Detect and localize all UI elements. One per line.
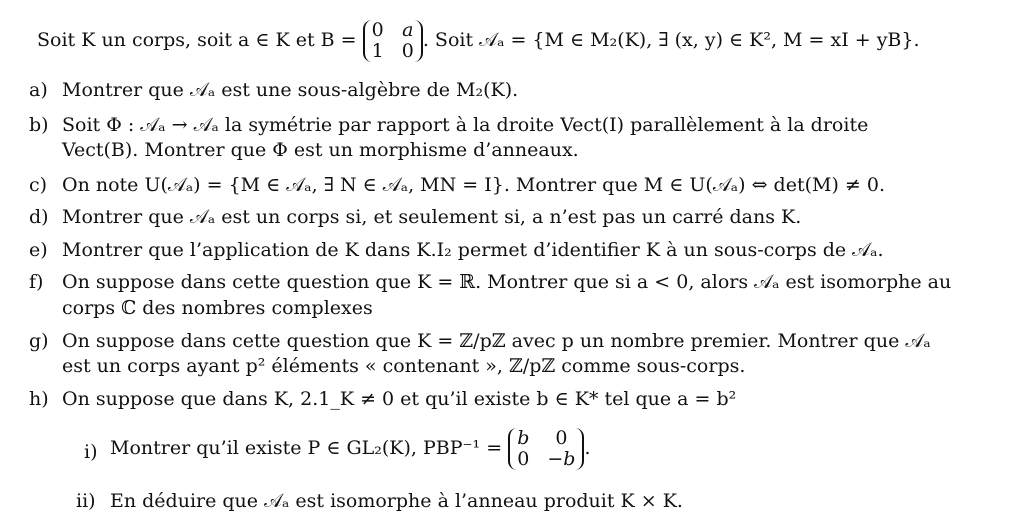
item-e-line-1: Montrer que l’application de K dans K.I₂ permet d’identifier K à un sous-corps de 𝒜ₐ. — [62, 239, 884, 261]
intro-text-post: . Soit 𝒜ₐ = {M ∈ M₂(K), ∃ (x, y) ∈ K², M = xI + yB}. — [422, 29, 920, 51]
matrix-b-right-bracket — [413, 20, 423, 62]
item-f-line-2: corps ℂ des nombres complexes — [62, 297, 373, 319]
item-label-a: a) — [29, 79, 48, 101]
item-f-line-1: On suppose dans cette question que K = ℝ. Montrer que si a < 0, alors 𝒜ₐ est isomorphe au — [62, 271, 952, 293]
matrix-diag-cell: b — [517, 427, 530, 449]
matrix-diag-cell: 0 — [555, 427, 568, 449]
subitem-i-text-post: . — [584, 437, 591, 459]
item-label-c: c) — [29, 174, 48, 196]
item-label-g: g) — [29, 330, 49, 352]
item-b-line-1: Soit Φ : 𝒜ₐ → 𝒜ₐ la symétrie par rapport à la droite Vect(I) parallèlement à la droite — [62, 114, 869, 136]
item-g-line-1: On suppose dans cette question que K = ℤ/pℤ avec p un nombre premier. Montrer que 𝒜ₐ — [62, 330, 931, 352]
subitem-i-line — [110, 428, 591, 470]
subitem-label-ii: ii) — [76, 490, 96, 512]
subitem-label-i: i) — [84, 441, 98, 463]
item-c-line-1: On note U(𝒜ₐ) = {M ∈ 𝒜ₐ, ∃ N ∈ 𝒜ₐ, MN = I}. Montrer que M ∈ U(𝒜ₐ) ⇔ det(M) ≠ 0. — [62, 174, 885, 196]
item-b-line-2: Vect(B). Montrer que Φ est un morphisme d’anneaux. — [62, 139, 579, 161]
intro-text-pre: Soit K un corps, soit a ∈ K et B = — [37, 29, 357, 51]
intro-line — [37, 20, 920, 62]
matrix-b-left-bracket — [363, 20, 373, 62]
item-d-line-1: Montrer que 𝒜ₐ est un corps si, et seulement si, a n’est pas un carré dans K. — [62, 206, 802, 228]
item-label-f: f) — [29, 271, 44, 293]
item-g-line-2: est un corps ayant p² éléments « contenant », ℤ/pℤ comme sous-corps. — [62, 355, 746, 377]
item-label-b: b) — [29, 114, 49, 136]
matrix-b-cell: 0 — [371, 19, 384, 41]
matrix-diag-left-bracket — [508, 428, 518, 470]
matrix-diag — [508, 428, 584, 470]
matrix-b-cell: a — [402, 19, 414, 41]
item-label-h: h) — [29, 388, 49, 410]
matrix-diag-cell: −b — [547, 448, 576, 470]
matrix-b-cell: 0 — [401, 40, 414, 62]
item-label-d: d) — [29, 206, 49, 228]
matrix-diag-right-bracket — [574, 428, 584, 470]
item-label-e: e) — [29, 239, 48, 261]
item-h-line-1: On suppose que dans K, 2.1_K ≠ 0 et qu’il existe b ∈ K* tel que a = b² — [62, 388, 737, 410]
item-a-line-1: Montrer que 𝒜ₐ est une sous-algèbre de M₂(K). — [62, 79, 519, 101]
subitem-ii-line: En déduire que 𝒜ₐ est isomorphe à l’anneau produit K × K. — [110, 490, 683, 512]
subitem-i-text-pre: Montrer qu’il existe P ∈ GL₂(K), PBP⁻¹ = — [110, 437, 503, 459]
matrix-b-cell: 1 — [371, 40, 384, 62]
matrix-b — [363, 20, 423, 62]
matrix-diag-cell: 0 — [517, 448, 530, 470]
